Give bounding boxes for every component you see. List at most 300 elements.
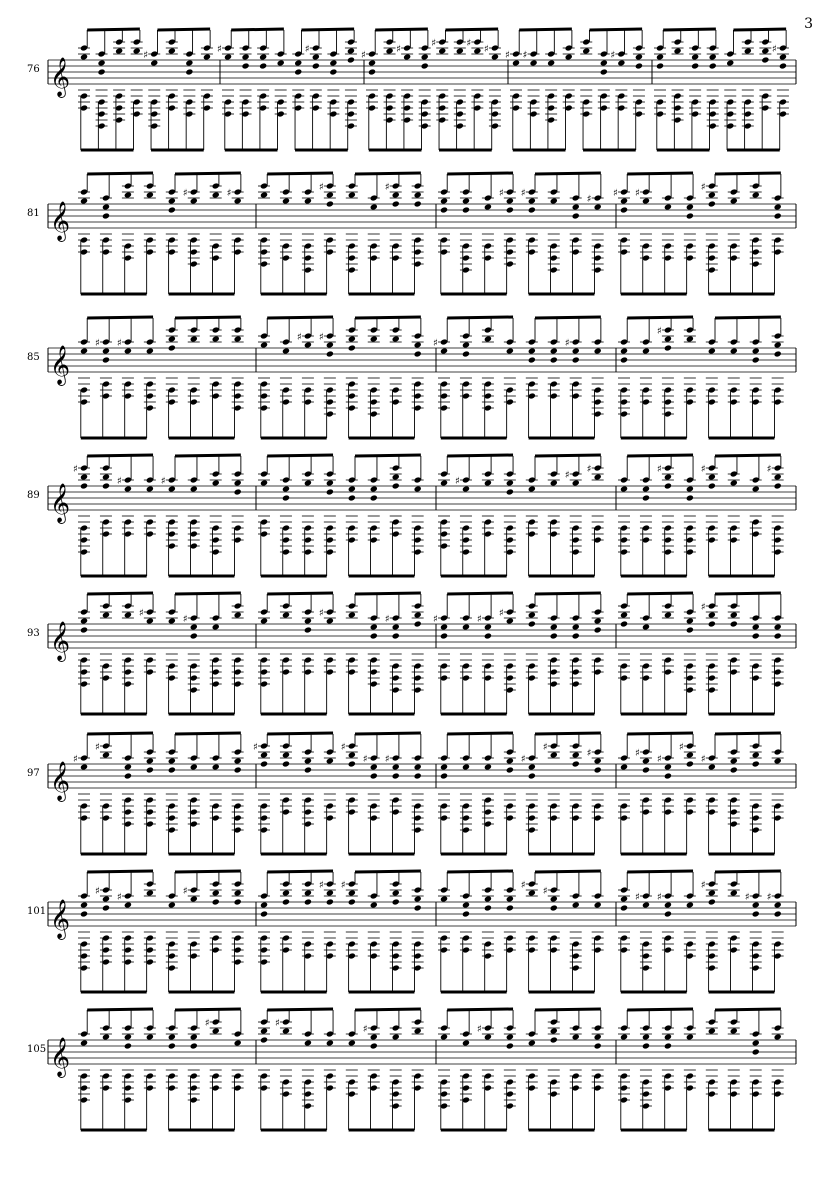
note-head [80, 626, 88, 633]
note-head [326, 898, 334, 905]
note-head [414, 350, 422, 357]
beam [447, 733, 513, 734]
beam [175, 871, 241, 872]
note-head [664, 901, 672, 908]
sharp-icon: ♯ [586, 748, 592, 759]
note-head [709, 62, 717, 69]
note-head [664, 335, 672, 342]
note-head [620, 206, 628, 213]
note-head [224, 53, 232, 60]
note-head [440, 623, 448, 630]
treble-clef-icon: 𝄞 [50, 483, 71, 523]
note-head [528, 356, 536, 363]
beam [175, 733, 241, 734]
note-head [565, 53, 573, 60]
sharp-icon: ♯ [182, 188, 188, 199]
beam [301, 29, 354, 30]
note-head [730, 197, 738, 204]
note-head [392, 632, 400, 639]
sharp-icon: ♯ [318, 880, 324, 891]
note-head [708, 898, 716, 905]
note-head [752, 191, 760, 198]
note-head [642, 197, 650, 204]
note-head [550, 1036, 558, 1043]
treble-clef-icon: 𝄞 [50, 621, 71, 661]
beam [447, 455, 513, 456]
note-head [664, 763, 672, 770]
measure-number: 76 [27, 64, 40, 75]
note-head [403, 53, 411, 60]
note-head [572, 751, 580, 758]
note-head [168, 485, 176, 492]
note-head [635, 62, 643, 69]
beam [715, 317, 781, 318]
note-head [260, 191, 268, 198]
note-head [642, 757, 650, 764]
note-head [212, 191, 220, 198]
beam [87, 29, 140, 30]
sharp-icon: ♯ [656, 892, 662, 903]
note-head [294, 59, 302, 66]
sharp-icon: ♯ [431, 38, 437, 49]
note-head [506, 197, 514, 204]
beam [627, 173, 693, 174]
note-head [80, 347, 88, 354]
note-head [304, 341, 312, 348]
note-head [124, 772, 132, 779]
note-head [80, 473, 88, 480]
sharp-icon: ♯ [182, 886, 188, 897]
beam [733, 29, 786, 30]
note-head [124, 1042, 132, 1049]
note-head [146, 889, 154, 896]
note-head [102, 347, 110, 354]
note-head [594, 473, 602, 480]
note-head [304, 197, 312, 204]
sharp-icon: ♯ [274, 1018, 280, 1029]
note-head [550, 1027, 558, 1034]
note-head [528, 347, 536, 354]
sharp-icon: ♯ [454, 476, 460, 487]
note-head [550, 751, 558, 758]
beam [355, 1009, 421, 1010]
note-head [686, 1033, 694, 1040]
sharp-icon: ♯ [634, 188, 640, 199]
beam [267, 733, 333, 734]
note-head [392, 191, 400, 198]
note-head [102, 212, 110, 219]
beam [715, 455, 781, 456]
note-head [440, 347, 448, 354]
note-head [594, 203, 602, 210]
note-head [528, 772, 536, 779]
sharp-icon: ♯ [610, 50, 616, 61]
note-head [440, 763, 448, 770]
note-head [547, 59, 555, 66]
sharp-icon: ♯ [253, 742, 258, 753]
note-head [348, 344, 356, 351]
note-head [744, 47, 752, 54]
note-head [234, 611, 242, 618]
note-head [190, 197, 198, 204]
note-head [368, 59, 376, 66]
note-head [282, 1027, 290, 1034]
note-head [260, 901, 268, 908]
note-head [370, 772, 378, 779]
note-head [185, 59, 193, 66]
beam [627, 871, 693, 872]
note-head [620, 904, 628, 911]
sharp-icon: ♯ [304, 44, 310, 55]
note-head [642, 494, 650, 501]
note-head [146, 757, 154, 764]
sharp-icon: ♯ [143, 50, 149, 61]
beam [589, 29, 642, 30]
beam [175, 1009, 241, 1010]
note-head [656, 53, 664, 60]
beam [267, 173, 333, 174]
note-head [572, 212, 580, 219]
note-head [260, 479, 268, 486]
sharp-icon: ♯ [498, 188, 504, 199]
sharp-icon: ♯ [217, 44, 222, 55]
note-head [124, 763, 132, 770]
note-head [620, 611, 628, 618]
note-head [370, 485, 378, 492]
note-head [190, 1033, 198, 1040]
note-head [124, 1033, 132, 1040]
note-head [260, 760, 268, 767]
note-head [642, 347, 650, 354]
note-head [102, 356, 110, 363]
note-head [80, 910, 88, 917]
sharp-icon: ♯ [522, 50, 528, 61]
treble-clef-icon: 𝄞 [50, 201, 71, 241]
sharp-icon: ♯ [116, 476, 122, 487]
sharp-icon: ♯ [700, 464, 706, 475]
treble-clef-icon: 𝄞 [50, 899, 71, 939]
note-head [594, 1042, 602, 1049]
beam [87, 455, 153, 456]
note-head [664, 203, 672, 210]
note-head [572, 479, 580, 486]
note-head [752, 901, 760, 908]
note-head [506, 206, 514, 213]
beam [355, 871, 421, 872]
beam [175, 317, 241, 318]
note-head [664, 772, 672, 779]
note-head [392, 623, 400, 630]
note-head [462, 1039, 470, 1046]
sharp-icon: ♯ [542, 886, 548, 897]
note-head [484, 335, 492, 342]
note-head [664, 611, 672, 618]
note-head [414, 895, 422, 902]
note-head [674, 47, 682, 54]
note-head [421, 53, 429, 60]
sharp-icon: ♯ [116, 338, 122, 349]
page-number: 3 [804, 16, 813, 32]
note-head [708, 1027, 716, 1034]
sharp-icon: ♯ [766, 892, 772, 903]
note-head [414, 1027, 422, 1034]
note-head [752, 910, 760, 917]
note-head [304, 617, 312, 624]
note-head [203, 53, 211, 60]
note-head [370, 623, 378, 630]
note-head [686, 626, 694, 633]
note-head [730, 611, 738, 618]
note-head [348, 760, 356, 767]
note-head [168, 197, 176, 204]
note-head [779, 62, 787, 69]
note-head [550, 904, 558, 911]
beam [535, 455, 601, 456]
sharp-icon: ♯ [116, 892, 122, 903]
note-head [484, 203, 492, 210]
note-head [708, 347, 716, 354]
note-head [550, 623, 558, 630]
sharp-icon: ♯ [744, 892, 750, 903]
note-head [282, 751, 290, 758]
beam [715, 173, 781, 174]
sharp-icon: ♯ [564, 338, 570, 349]
note-head [506, 1042, 514, 1049]
note-head [260, 1036, 268, 1043]
note-head [146, 766, 154, 773]
sharp-icon: ♯ [160, 476, 166, 487]
note-head [686, 212, 694, 219]
note-head [528, 206, 536, 213]
sharp-icon: ♯ [340, 880, 346, 891]
note-head [664, 910, 672, 917]
note-head [260, 617, 268, 624]
note-head [259, 53, 267, 60]
note-head [326, 479, 334, 486]
note-head [572, 623, 580, 630]
note-head [370, 1042, 378, 1049]
beam [715, 733, 781, 734]
note-head [392, 473, 400, 480]
beam [447, 593, 513, 594]
note-head [730, 347, 738, 354]
beam [447, 173, 513, 174]
note-head [440, 479, 448, 486]
note-head [600, 59, 608, 66]
sharp-icon: ♯ [73, 464, 78, 475]
note-head [190, 895, 198, 902]
note-head [752, 1039, 760, 1046]
sharp-icon: ♯ [700, 182, 706, 193]
sharp-icon: ♯ [138, 608, 144, 619]
note-head [282, 347, 290, 354]
note-head [708, 191, 716, 198]
sharp-icon: ♯ [94, 886, 100, 897]
sharp-icon: ♯ [542, 742, 548, 753]
note-head [168, 1042, 176, 1049]
note-head [617, 59, 625, 66]
note-head [190, 335, 198, 342]
note-head [326, 617, 334, 624]
note-head [594, 1033, 602, 1040]
note-head [234, 898, 242, 905]
note-head [168, 757, 176, 764]
note-head [386, 47, 394, 54]
beam [535, 173, 601, 174]
note-head [730, 889, 738, 896]
sharp-icon: ♯ [94, 338, 100, 349]
note-head [242, 53, 250, 60]
sharp-icon: ♯ [634, 892, 640, 903]
note-head [282, 760, 290, 767]
note-head [212, 889, 220, 896]
note-head [115, 47, 123, 54]
note-head [462, 485, 470, 492]
note-head [80, 197, 88, 204]
note-head [414, 620, 422, 627]
note-head [212, 479, 220, 486]
note-head [484, 895, 492, 902]
note-head [370, 763, 378, 770]
note-head [326, 889, 334, 896]
note-head [774, 910, 782, 917]
sharp-icon: ♯ [656, 464, 662, 475]
beam [715, 871, 781, 872]
note-head [774, 212, 782, 219]
sharp-icon: ♯ [483, 44, 489, 55]
note-head [168, 617, 176, 624]
note-head [635, 53, 643, 60]
note-head [779, 53, 787, 60]
note-head [282, 494, 290, 501]
note-head [656, 62, 664, 69]
note-head [370, 632, 378, 639]
beam [355, 593, 421, 594]
note-head [326, 341, 334, 348]
note-head [348, 898, 356, 905]
note-head [326, 191, 334, 198]
note-head [168, 1033, 176, 1040]
note-head [234, 766, 242, 773]
note-head [124, 191, 132, 198]
note-head [440, 632, 448, 639]
note-head [528, 1039, 536, 1046]
sharp-icon: ♯ [634, 748, 640, 759]
note-head [80, 1039, 88, 1046]
note-head [528, 485, 536, 492]
note-head [414, 772, 422, 779]
note-head [392, 1033, 400, 1040]
note-head [146, 617, 154, 624]
note-head [686, 203, 694, 210]
beam [157, 29, 210, 30]
note-head [304, 1039, 312, 1046]
note-head [146, 485, 154, 492]
note-head [774, 473, 782, 480]
note-head [348, 191, 356, 198]
note-head [620, 356, 628, 363]
note-head [414, 191, 422, 198]
note-head [752, 632, 760, 639]
note-head [304, 889, 312, 896]
beam [447, 317, 513, 318]
note-head [190, 485, 198, 492]
note-head [664, 1042, 672, 1049]
measure-number: 105 [27, 1044, 47, 1055]
note-head [752, 1048, 760, 1055]
note-head [348, 485, 356, 492]
note-head [572, 1033, 580, 1040]
note-head [506, 757, 514, 764]
note-head [234, 479, 242, 486]
sharp-icon: ♯ [476, 1024, 482, 1035]
note-head [730, 1027, 738, 1034]
beam [267, 871, 333, 872]
measure-number: 97 [27, 768, 40, 779]
sharp-icon: ♯ [586, 194, 592, 205]
note-head [594, 617, 602, 624]
note-head [550, 479, 558, 486]
note-head [440, 206, 448, 213]
note-head [234, 488, 242, 495]
note-head [440, 197, 448, 204]
note-head [370, 1033, 378, 1040]
note-head [642, 1033, 650, 1040]
note-head [708, 763, 716, 770]
note-head [414, 763, 422, 770]
note-head [282, 197, 290, 204]
note-head [484, 904, 492, 911]
note-head [392, 889, 400, 896]
measure-number: 81 [27, 208, 40, 219]
note-head [102, 473, 110, 480]
sharp-icon: ♯ [678, 742, 684, 753]
note-head [304, 757, 312, 764]
sharp-icon: ♯ [384, 182, 390, 193]
sharp-icon: ♯ [361, 50, 366, 61]
note-head [124, 347, 132, 354]
note-head [212, 1027, 220, 1034]
note-head [550, 356, 558, 363]
sharp-icon: ♯ [520, 188, 526, 199]
note-head [620, 1033, 628, 1040]
note-head [168, 766, 176, 773]
note-head [462, 341, 470, 348]
note-head [80, 901, 88, 908]
note-head [506, 479, 514, 486]
note-head [260, 751, 268, 758]
beam [535, 733, 601, 734]
note-head [686, 751, 694, 758]
sharp-icon: ♯ [586, 464, 592, 475]
beam [447, 1009, 513, 1010]
note-head [594, 626, 602, 633]
note-head [752, 760, 760, 767]
sharp-icon: ♯ [700, 754, 706, 765]
note-head [462, 350, 470, 357]
note-head [572, 356, 580, 363]
note-head [774, 1033, 782, 1040]
note-head [348, 494, 356, 501]
note-head [260, 910, 268, 917]
note-head [642, 1042, 650, 1049]
treble-clef-icon: 𝄞 [50, 345, 71, 385]
note-head [484, 623, 492, 630]
sharp-icon: ♯ [564, 470, 570, 481]
note-head [282, 485, 290, 492]
note-head [414, 485, 422, 492]
note-head [190, 623, 198, 630]
